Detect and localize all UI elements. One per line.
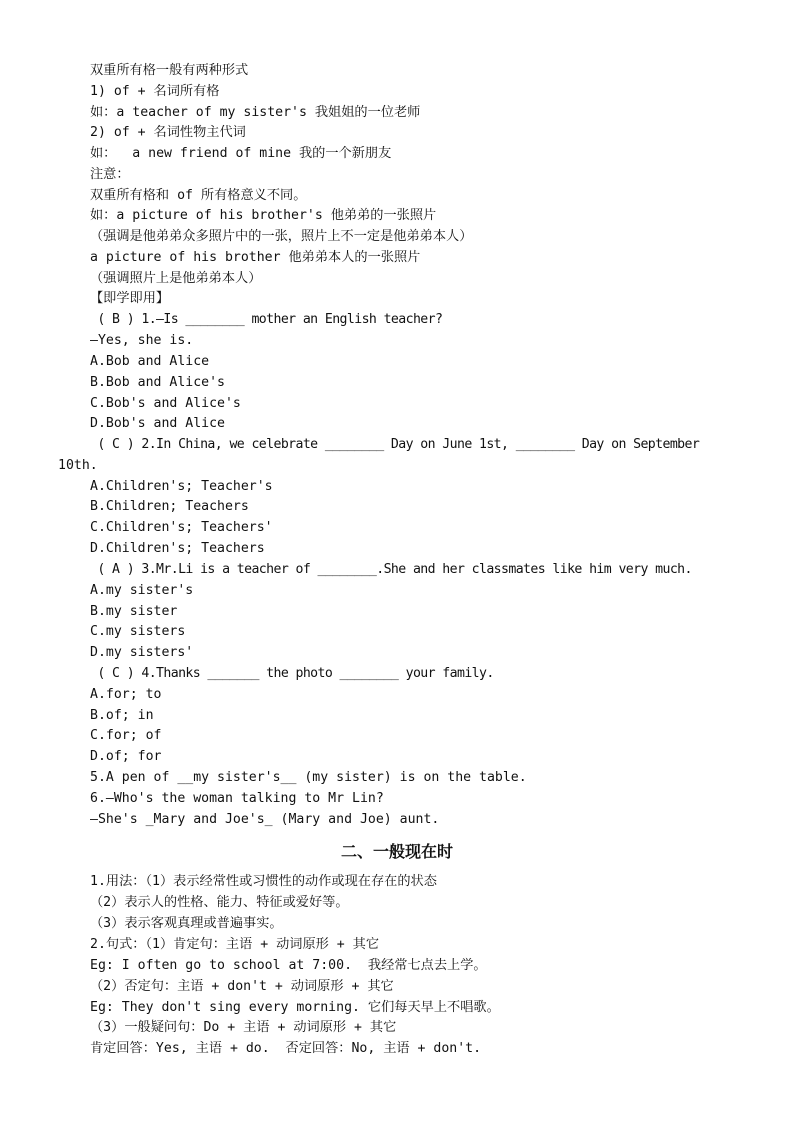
question-6-answer: —She's _Mary and Joe's_ (Mary and Joe) aunt.: [90, 812, 440, 827]
option-b: B.Bob and Alice's: [90, 375, 225, 390]
option-a: A.my sister's: [90, 583, 194, 598]
option-c: C.Bob's and Alice's: [90, 396, 241, 411]
text-line: 双重所有格和 of 所有格意义不同。: [90, 188, 307, 203]
question-3: ( A ) 3.Mr.Li is a teacher of ________.She and her classmates like him very much.: [90, 562, 692, 577]
text-line: 1.用法：（1）表示经常性或习惯性的动作或现在存在的状态: [90, 874, 437, 889]
text-line: 如：a picture of his brother's 他弟弟的一张照片: [90, 208, 437, 223]
question-6: 6.—Who's the woman talking to Mr Lin?: [90, 791, 384, 806]
exercise-heading: 【即学即用】: [90, 291, 170, 306]
option-a: A.Children's; Teacher's: [90, 479, 273, 494]
option-b: B.my sister: [90, 604, 178, 619]
option-d: D.of; for: [90, 749, 162, 764]
text-line: 2.句式：（1）肯定句：主语 + 动词原形 + 其它: [90, 937, 380, 952]
text-line: （3）一般疑问句：Do + 主语 + 动词原形 + 其它: [90, 1020, 397, 1035]
text-line: 双重所有格一般有两种形式: [90, 63, 249, 78]
option-c: C.for; of: [90, 728, 162, 743]
text-line: 2) of + 名词性物主代词: [90, 125, 246, 140]
answer-line: —Yes, she is.: [90, 333, 194, 348]
question-2: ( C ) 2.In China, we celebrate ________ Day on June 1st, ________ Day on September: [90, 437, 700, 452]
question-1: ( B ) 1.—Is ________ mother an English teacher?: [90, 312, 443, 327]
example-line: Eg: They don't sing every morning. 它们每天早上不唱歌。: [90, 1000, 500, 1015]
question-5: 5.A pen of __my sister's__ (my sister) is on the table.: [90, 770, 527, 785]
text-line: 注意：: [90, 167, 130, 182]
text-line: 1) of + 名词所有格: [90, 84, 220, 99]
question-2-continued: 10th.: [58, 458, 98, 473]
text-line: （强调照片上是他弟弟本人）: [90, 271, 262, 286]
option-c: C.my sisters: [90, 624, 186, 639]
text-line: （3）表示客观真理或普遍事实。: [90, 916, 283, 931]
option-a: A.for; to: [90, 687, 162, 702]
text-line: （2）表示人的性格、能力、特征或爱好等。: [90, 895, 349, 910]
option-d: D.Children's; Teachers: [90, 541, 265, 556]
option-b: B.of; in: [90, 708, 154, 723]
text-line: 如：a teacher of my sister's 我姐姐的一位老师: [90, 105, 421, 120]
section-title: 二、一般现在时: [340, 842, 453, 861]
text-line: 肯定回答：Yes, 主语 + do. 否定回答：No, 主语 + don't.: [90, 1041, 482, 1056]
text-line: a picture of his brother 他弟弟本人的一张照片: [90, 250, 421, 265]
option-b: B.Children; Teachers: [90, 499, 249, 514]
text-line: （强调是他弟弟众多照片中的一张，照片上不一定是他弟弟本人）: [90, 229, 473, 244]
text-line: （2）否定句：主语 + don't + 动词原形 + 其它: [90, 979, 394, 994]
option-d: D.Bob's and Alice: [90, 416, 225, 431]
example-line: Eg: I often go to school at 7:00. 我经常七点去上学。: [90, 958, 487, 973]
text-line: 如： a new friend of mine 我的一个新朋友: [90, 146, 392, 161]
question-4: ( C ) 4.Thanks _______ the photo ________ your family.: [90, 666, 494, 681]
option-a: A.Bob and Alice: [90, 354, 210, 369]
option-c: C.Children's; Teachers': [90, 520, 273, 535]
option-d: D.my sisters': [90, 645, 194, 660]
